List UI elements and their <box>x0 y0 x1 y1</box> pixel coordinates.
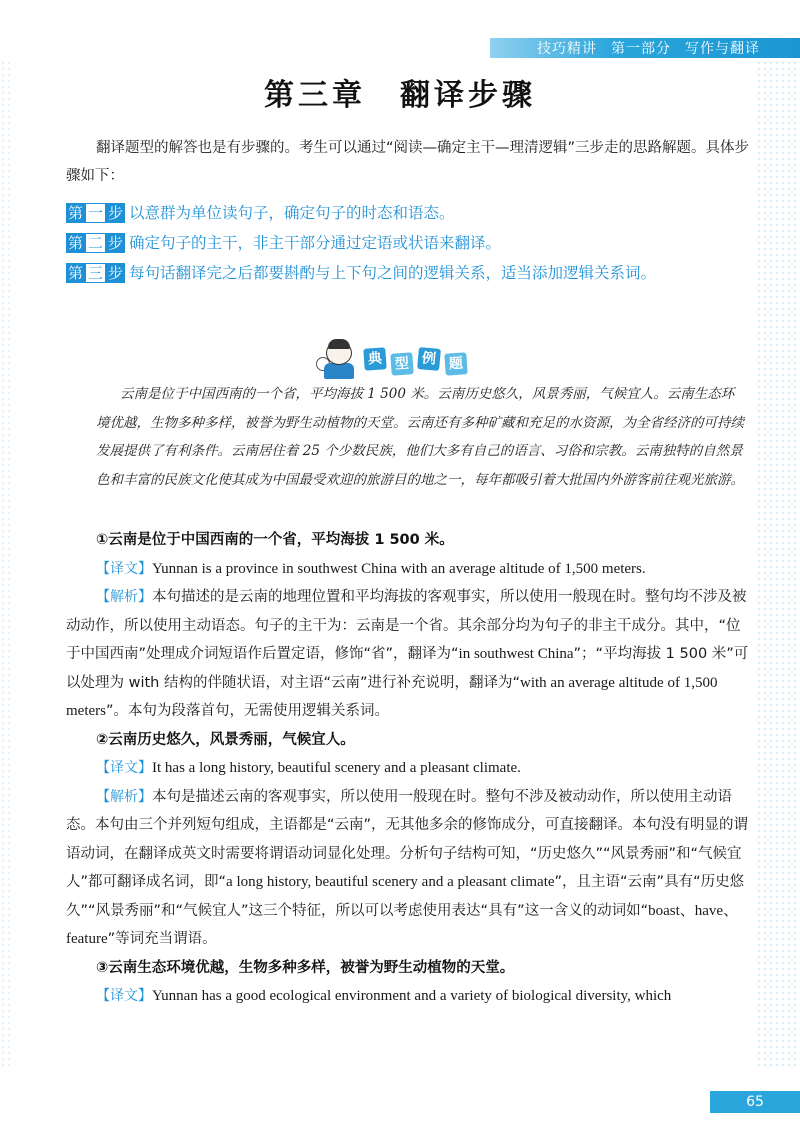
page-number: 65 <box>710 1091 800 1113</box>
analysis-text: 本句描述的是云南的地理位置和平均海拔的客观事实，所以使用一般现在时。整句均不涉及被动动作，所以使用主动语态。句子的主干为：云南是一个省。其余部分均为句子的非主干成分。其中，“位于中国西南”处理成介词短语作后置定语，修饰“省”，翻译为“ <box>66 589 747 662</box>
example-header-char: 典 <box>363 347 386 370</box>
analysis-paragraph <box>66 783 750 954</box>
sentence-analysis <box>66 526 750 1011</box>
analysis-text: ”。本句为段落首句，无需使用逻辑关系词。 <box>105 703 389 719</box>
step-badge <box>66 258 125 288</box>
translation-line <box>66 982 750 1011</box>
sentence-title: ①云南是位于中国西南的一个省，平均海拔 1 500 米。 <box>96 532 454 548</box>
step-text: 以意群为单位读句子，确定句子的时态和语态。 <box>129 204 455 222</box>
step-item <box>66 228 750 258</box>
analysis-english: with an average altitude of 1,500 meters <box>66 674 718 719</box>
decorative-texture-left <box>0 60 10 1070</box>
example-header-char: 型 <box>390 352 413 375</box>
step-badge-char: 第 <box>68 204 84 222</box>
step-text: 每句话翻译完之后都要斟酌与上下句之间的逻辑关系，适当添加逻辑关系词。 <box>129 264 657 282</box>
translation-line <box>66 754 750 783</box>
intro-paragraph: 翻译题型的解答也是有步骤的。考生可以通过“阅读—确定主干—理清逻辑”三步走的思路解题。具体步骤如下： <box>66 140 750 184</box>
sentence-title: ②云南历史悠久，风景秀丽，气候宜人。 <box>96 731 355 748</box>
decorative-texture-right <box>756 60 800 1070</box>
analysis-english: boast、have、feature <box>66 902 739 947</box>
step-item <box>66 258 750 288</box>
step-badge-char: 第 <box>68 264 84 282</box>
translation-label: 【译文】 <box>96 560 152 577</box>
analysis-label: 【解析】 <box>96 788 152 805</box>
analysis-english: in southwest China <box>458 646 574 662</box>
example-header-char: 题 <box>444 352 467 375</box>
analysis-text: ”等词充当谓语。 <box>107 931 217 947</box>
translation-label: 【译文】 <box>96 988 152 1004</box>
step-badge <box>66 228 125 258</box>
step-badge-char: 步 <box>108 264 124 282</box>
student-mascot-icon <box>316 339 360 379</box>
translation-text: Yunnan has a good ecological environment and a variety of biological diversity, which <box>152 988 672 1004</box>
analysis-english: a long history, beautiful scenery and a pleasant climate <box>226 874 555 890</box>
step-badge-char: 一 <box>85 203 106 223</box>
analysis-label: 【解析】 <box>96 589 152 605</box>
step-badge-char: 三 <box>85 263 106 283</box>
header-section-2: 第一部分 <box>611 41 671 57</box>
analysis-text: ”；“平均海拔 1 500 米”可以处理为 with 结构的伴随状语，对主语“云南”进行补充说明，翻译为“ <box>66 646 749 691</box>
analysis-text: ”，且主语“云南”具有“历史悠久”“风景秀丽”和“气候宜人”这三个特征，所以可以考虑使用表达“具有”这一含义的动词如“ <box>66 874 745 919</box>
running-header <box>490 38 800 58</box>
example-section-header <box>316 338 496 380</box>
step-badge-char: 二 <box>85 233 106 253</box>
analysis-paragraph <box>66 583 750 726</box>
step-badge-char: 第 <box>68 234 84 252</box>
translation-text: It has a long history, beautiful scenery and a pleasant climate. <box>152 760 521 776</box>
step-item <box>66 198 750 228</box>
analysis-text: 本句是描述云南的客观事实，所以使用一般现在时。整句不涉及被动动作，所以使用主动语态。本句由三个并列短句组成，主语都是“云南”，无其他多余的修饰成分，可直接翻译。本句没有明显的谓语动词，在翻译成英文时需要将谓语动词显化处理。分析句子结构可知，“历史悠久”“风景秀丽”和“气候宜人”都可翻译成名词，即“ <box>66 788 749 890</box>
source-passage: 云南是位于中国西南的一个省，平均海拔 1 500 米。云南历史悠久，风景秀丽，气候宜人。云南生态环境优越，生物多种多样，被誉为野生动植物的天堂。云南还有多种矿藏和充足的水资源，为全省经济的可持续发展提供了有利条件。云南居住着 25 个少数民族，他们大多有自己的语言、习俗和宗教。云南独特的自然景色和丰富的民族文化使其成为中国最受欢迎的旅游目的地之一，每年都吸引着大批国内外游客前往观光旅游。 <box>96 386 744 488</box>
translation-text: Yunnan is a province in southwest China with an average altitude of 1,500 meters. <box>152 560 646 577</box>
chapter-title: 第三章 翻译步骤 <box>264 78 536 113</box>
header-section-1: 技巧精讲 <box>537 41 597 57</box>
header-section-3: 写作与翻译 <box>685 41 760 57</box>
example-header-char: 例 <box>417 347 441 371</box>
steps-list <box>66 198 750 288</box>
step-badge-char: 步 <box>108 234 124 252</box>
step-badge-char: 步 <box>108 204 124 222</box>
step-badge <box>66 198 125 228</box>
translation-label: 【译文】 <box>96 760 152 776</box>
sentence-title: ③云南生态环境优越，生物多种多样，被誉为野生动植物的天堂。 <box>96 959 515 976</box>
step-text: 确定句子的主干，非主干部分通过定语或状语来翻译。 <box>129 234 502 252</box>
translation-line <box>66 555 750 584</box>
